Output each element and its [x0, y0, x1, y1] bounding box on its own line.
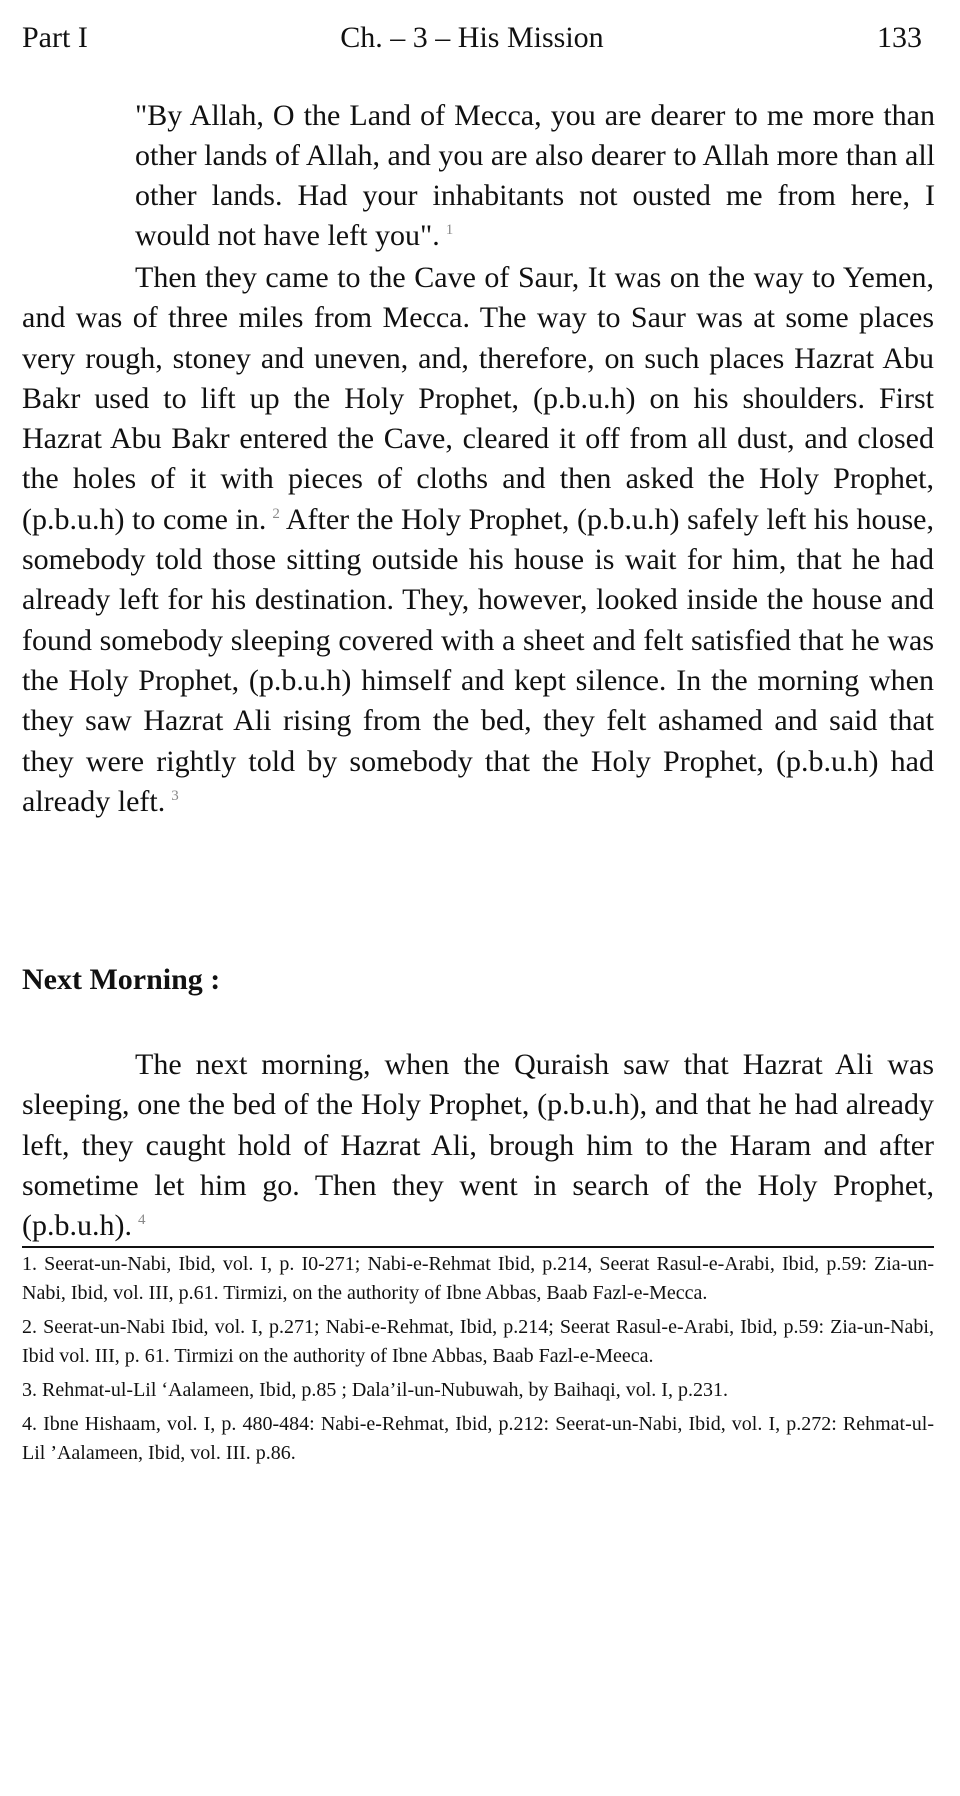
footnote-3: 3. Rehmat-ul-Lil ‘Aalameen, Ibid, p.85 ; Dala’il-un-Nubuwah, by Baihaqi, vol. I, p.231.	[22, 1379, 728, 1401]
paragraph-cave-of-saur	[22, 258, 934, 822]
paragraph-text: Then they came to the Cave of Saur, It was on the way to Yemen, and was of three miles from Mecca. The way to Saur was at some places very rough, stoney and uneven, and, therefore, on such places Hazrat Abu Bakr used to lift up the Holy Prophet, (p.b.u.h) on his shoulders. First Hazrat Abu Bakr entered the Cave, cleared it off from all dust, and closed the holes of it with pieces of cloths and then asked the Holy Prophet, (p.b.u.h) to come in.	[22, 261, 934, 536]
footnote-divider	[22, 1246, 934, 1248]
footnote-ref-3[interactable]: 3	[171, 787, 179, 804]
footnote-1: 1. Seerat-un-Nabi, Ibid, vol. I, p. I0-271; Nabi-e-Rehmat Ibid, p.214, Seerat Rasul-e-Arabi, Ibid, p.59: Zia-un-Nabi, Ibid, vol. III, p.61. Tirmizi, on the authority of Ibne Abbas, Baab Fazl-e-Mecca.	[22, 1253, 934, 1304]
page-number: 133	[877, 21, 922, 54]
footnote-ref-1[interactable]: 1	[445, 222, 454, 238]
footnote-2: 2. Seerat-un-Nabi Ibid, vol. I, p.271; Nabi-e-Rehmat, Ibid, p.214; Seerat Rasul-e-Arabi, Ibid, p.59: Zia-un-Nabi, Ibid vol. III, p. 61. Tirmizi on the authority of Ibne Abbas, Baab Fazl-e-Meeca.	[22, 1316, 934, 1367]
chapter-title: Ch. – 3 – His Mission	[340, 21, 604, 54]
quote-text: "By Allah, O the Land of Mecca, you are dearer to me more than other lands of Allah, and you are also dearer to Allah more than all other lands. Had your inhabitants not ousted me from here, I would not have left you".	[135, 99, 935, 252]
section-heading: Next Morning :	[22, 963, 221, 996]
block-quote	[135, 96, 935, 256]
footnote-ref-2[interactable]: 2	[272, 505, 280, 522]
footnote-4: 4. Ibne Hishaam, vol. I, p. 480-484: Nabi-e-Rehmat, Ibid, p.212: Seerat-un-Nabi, Ibid, vol. I, p.272: Rehmat-ul-Lil ’Aalameen, Ibid, vol. III. p.86.	[22, 1413, 934, 1464]
footnote-ref-4[interactable]: 4	[137, 1212, 146, 1229]
footnotes	[22, 1250, 934, 1473]
running-header	[22, 18, 922, 58]
part-label: Part I	[22, 21, 88, 54]
paragraph-text: The next morning, when the Quraish saw that Hazrat Ali was sleeping, one the bed of the Holy Prophet, (p.b.u.h), and that he had already left, they caught hold of Hazrat Ali, brough him to the Haram and after sometime let him go. Then they went in search of the Holy Prophet, (p.b.u.h).	[22, 1048, 934, 1243]
paragraph-next-morning	[22, 1045, 934, 1246]
paragraph-text: After the Holy Prophet, (p.b.u.h) safely left his house, somebody told those sitting outside his house is wait for him, that he had already left for his destination. They, however, looked inside the house and found somebody sleeping covered with a sheet and felt satisfied that he was the Holy Prophet, (p.b.u.h) himself and kept silence. In the morning when they saw Hazrat Ali rising from the bed, they felt ashamed and said that they were rightly told by somebody that the Holy Prophet, (p.b.u.h) had already left.	[22, 502, 934, 818]
